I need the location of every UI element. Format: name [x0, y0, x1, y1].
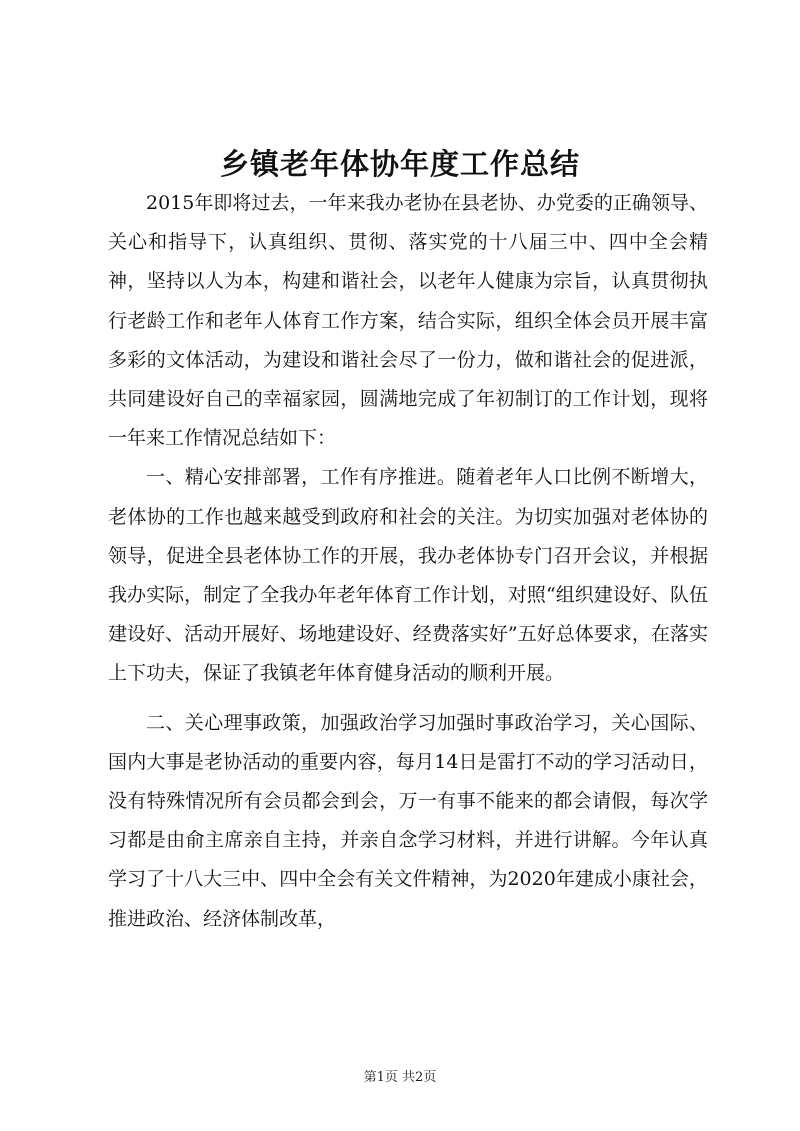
document-title: 乡镇老年体协年度工作总结 — [219, 147, 580, 181]
paragraph-section-2: 二、关心理事政策，加强政治学习加强时事政治学习，关心国际、国内大事是老协活动的重要内容，每月14日是雷打不动的学习活动日，没有特殊情况所有会员都会到会，万一有事不能来的都会请假，每次学习都是由俞主席亲自主持，并亲自念学习材料，并进行讲解。今年认真学习了十八大三中、四中全会有关文件精神，为2020年建成小康社会，推进政治、经济体制改革， — [108, 711, 708, 930]
document-body — [108, 184, 708, 939]
paragraph-intro: 2015年即将过去，一年来我办老协在县老协、办党委的正确领导、关心和指导下，认真组织、贯彻、落实党的十八届三中、四中全会精神，坚持以人为本，构建和谐社会，以老年人健康为宗旨，认真贯彻执行老龄工作和老年人体育工作方案，结合实际，组织全体会员开展丰富多彩的文体活动，为建设和谐社会尽了一份力，做和谐社会的促进派，共同建设好自己的幸福家园，圆满地完成了年初制订的工作计划，现将一年来工作情况总结如下： — [108, 192, 708, 450]
paragraph-section-1: 一、精心安排部署，工作有序推进。随着老年人口比例不断增大，老体协的工作也越来越受到政府和社会的关注。为切实加强对老体协的领导，促进全县老体协工作的开展，我办老体协专门召开会议，并根据我办实际，制定了全我办年老年体育工作计划，对照“组织建设好、队伍建设好、活动开展好、场地建设好、经费落实好”五好总体要求，在落实上下功夫，保证了我镇老年体育健身活动的顺利开展。 — [108, 466, 708, 685]
page-number-footer: 第1页 共2页 — [363, 1070, 437, 1085]
